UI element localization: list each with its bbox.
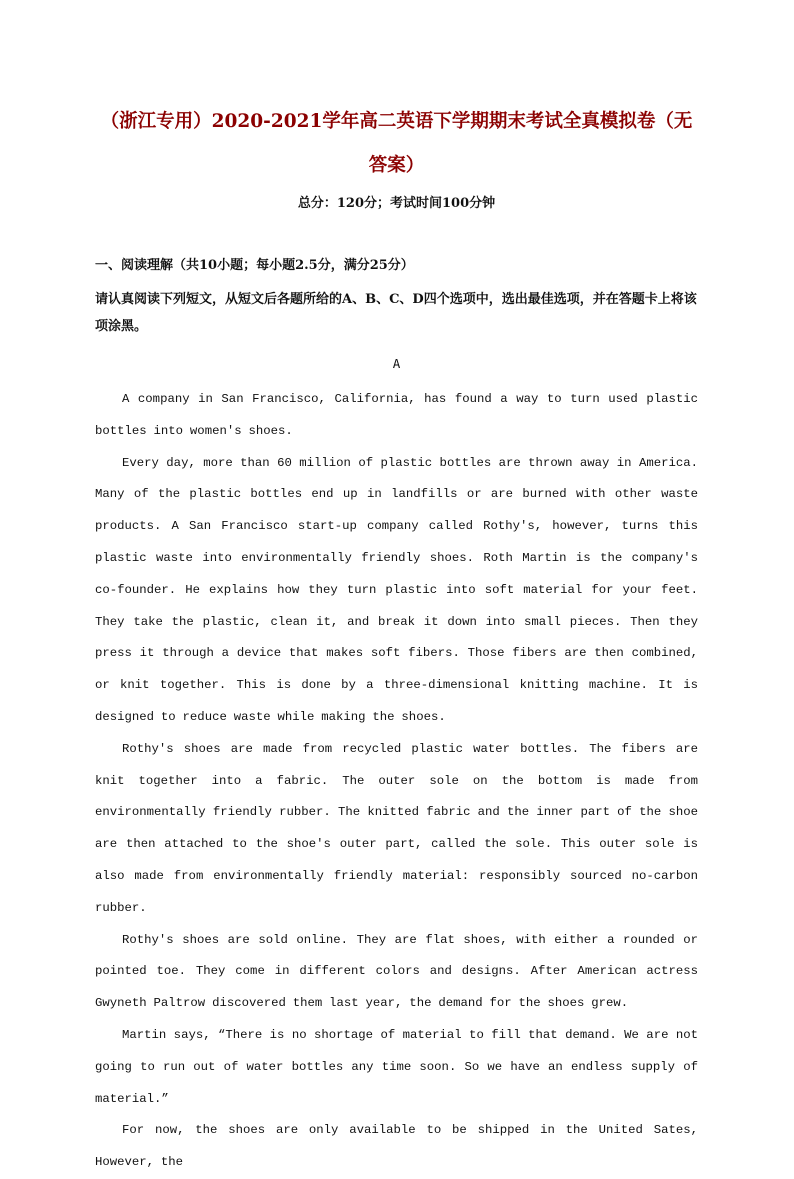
- section-instruction: 请认真阅读下列短文，从短文后各题所给的A、B、C、D四个选项中，选出最佳选项，并在答题卡上将该项涂黑。: [95, 292, 697, 334]
- document-title: （浙江专用）2020-2021学年高二英语下学期期末考试全真模拟卷（无答案）: [100, 111, 693, 176]
- score-and-time: 总分：120分；考试时间100分钟: [297, 196, 496, 211]
- section-heading: 一、阅读理解（共10小题；每小题2.5分，满分25分）: [95, 258, 414, 273]
- passage-paragraph-4: Rothy's shoes are sold online. They are flat shoes, with either a rounded or pointed toe. They come in different colors and designs. After American actress Gwyneth Paltrow discovered them last year, the demand for the shoes grew.: [95, 932, 698, 1011]
- passage-paragraph-6: For now, the shoes are only available to be shipped in the United Sates, However, the: [95, 1123, 698, 1170]
- passage-paragraph-3: Rothy's shoes are made from recycled plastic water bottles. The fibers are knit together into a fabric. The outer sole on the bottom is made from environmentally friendly rubber. The knitted fabric and the inner part of the shoe are then attached to the shoe's outer part, called the sole. This outer sole is also made from environmentally friendly material: responsibly sourced no-carbon rubber.: [95, 741, 698, 915]
- passage-paragraph-2: Every day, more than 60 million of plastic bottles are thrown away in America. Many of the plastic bottles end up in landfills or are burned with other waste products. A San Francisco start-up company called Rothy's, however, turns this plastic waste into environmentally friendly shoes. Roth Martin is the company's co-founder. He explains how they turn plastic into soft material for your feet. They take the plastic, clean it, and break it down into small pieces. Then they press it through a device that makes soft fibers. Those fibers are then combined, or knit together. This is done by a three-dimensional knitting machine. It is designed to reduce waste while making the shoes.: [95, 455, 698, 724]
- passage-label: A: [392, 356, 401, 371]
- passage-paragraph-5: Martin says, “There is no shortage of material to fill that demand. We are not going to run out of water bottles any time soon. So we have an endless supply of material.”: [95, 1027, 698, 1106]
- passage-body: [95, 384, 698, 1179]
- passage-paragraph-1: A company in San Francisco, California, has found a way to turn used plastic bottles into women's shoes.: [95, 392, 698, 438]
